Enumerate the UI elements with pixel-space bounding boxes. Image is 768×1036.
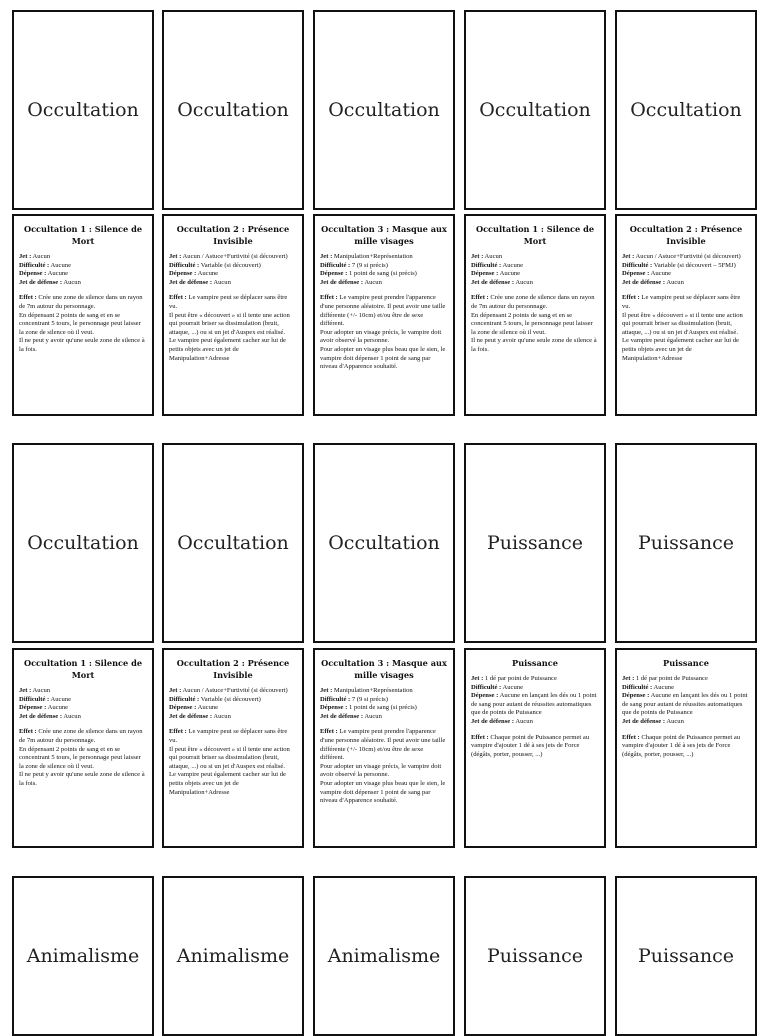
effect-label: Effet : <box>471 294 489 302</box>
stat-line <box>320 279 448 288</box>
stat-value: Aucun <box>363 712 382 720</box>
stat-label: Dépense : <box>320 704 348 712</box>
effect-paragraph <box>320 763 448 780</box>
card-back <box>615 648 757 848</box>
effect-text: Il peut être « découvert » si il tente une action qui pourrait briser sa dissimulation (bruit, attaque, ...) ou si un jet d'Auspex est réalisé. <box>622 311 743 336</box>
card-front <box>464 876 606 1036</box>
effect-label: Effet : <box>169 728 187 736</box>
stat-value: Aucun <box>665 717 684 725</box>
stat-line <box>320 270 448 279</box>
stat-value: Aucun <box>212 712 231 720</box>
stat-label: Difficulté : <box>169 695 200 703</box>
card-front <box>162 876 304 1036</box>
stat-label: Jet : <box>169 687 182 694</box>
stat-value: Aucune <box>46 270 69 278</box>
stat-line <box>169 262 297 271</box>
card-front <box>615 876 757 1036</box>
stat-label: Dépense : <box>622 270 650 278</box>
card-front-title: Puissance <box>637 532 735 554</box>
stat-label: Jet de défense : <box>471 278 515 286</box>
effect-text: Crée une zone de silence dans un rayon de 7m autour du personnage. <box>471 294 595 310</box>
stat-label: Jet : <box>622 675 635 682</box>
stat-line <box>19 696 147 705</box>
effect-text: Pour adopter un visage précis, le vampire doit avoir observé la personne. <box>320 328 442 345</box>
stat-value: 7 (9 si précis) <box>350 261 388 269</box>
effect-paragraph <box>471 337 599 354</box>
stat-line <box>622 718 750 727</box>
stat-label: Dépense : <box>169 270 197 278</box>
card-front <box>12 443 154 643</box>
card-front-title: Puissance <box>486 945 584 967</box>
stat-value: Aucune <box>49 695 72 703</box>
effect-paragraph <box>622 312 750 338</box>
card-front <box>313 876 455 1036</box>
stat-line <box>169 704 297 713</box>
stat-label: Jet de défense : <box>471 717 515 725</box>
stat-label: Jet de défense : <box>19 712 63 720</box>
spacer <box>169 287 297 294</box>
stat-line <box>169 713 297 722</box>
effect-paragraph <box>169 728 297 745</box>
stat-value: Aucune <box>501 683 524 691</box>
effect-label: Effet : <box>19 294 37 302</box>
stat-label: Dépense : <box>19 704 47 712</box>
stat-line <box>320 253 448 262</box>
stat-value: 1 point de sang (si précis) <box>347 270 417 278</box>
stat-line <box>622 684 750 693</box>
effect-text: Il ne peut y avoir qu'une seule zone de silence à la fois. <box>19 337 145 353</box>
stat-value: Aucun <box>514 278 533 286</box>
stat-value: Aucun <box>31 253 51 260</box>
card-front-title: Occultation <box>328 99 440 121</box>
card-front <box>313 10 455 210</box>
card-back-title: Puissance <box>663 658 709 668</box>
stat-label: Dépense : <box>19 270 47 278</box>
stat-line <box>622 270 750 279</box>
card-front <box>464 443 606 643</box>
stat-label: Jet : <box>19 687 32 694</box>
effect-text: En dépensant 2 points de sang et en se concentrant 5 tours, le personnage peut laisser la zone de silence où il veut. <box>19 745 141 770</box>
effect-paragraph <box>320 728 448 762</box>
stat-label: Difficulté : <box>19 695 50 703</box>
effect-text: En dépensant 2 points de sang et en se concentrant 5 tours, le personnage peut laisser la zone de silence où il veut. <box>19 311 141 336</box>
card-front-title: Occultation <box>177 532 289 554</box>
card-front-title: Occultation <box>479 99 591 121</box>
effect-paragraph <box>169 312 297 338</box>
stat-line <box>471 253 599 262</box>
stat-label: Difficulté : <box>622 261 653 269</box>
stat-line <box>320 687 448 696</box>
stat-label: Jet de défense : <box>622 717 666 725</box>
stat-line <box>622 675 750 684</box>
card-back <box>12 648 154 848</box>
spacer <box>169 721 297 728</box>
stat-line <box>169 687 297 696</box>
spacer <box>622 727 750 734</box>
stat-value: Aucun <box>514 717 533 725</box>
effect-text: Le vampire peut se déplacer sans être vu. <box>622 294 741 310</box>
card-front-title: Puissance <box>637 945 735 967</box>
card-front <box>615 10 757 210</box>
effect-text: Le vampire peut prendre l'apparence d'une personne aléatoire. Il peut avoir une taille différente (+/- 10cm) et/ou être de sexe différent. <box>320 294 446 328</box>
effect-paragraph <box>320 329 448 346</box>
stat-line <box>19 262 147 271</box>
card-front <box>162 10 304 210</box>
effect-text: Il peut être « découvert » si il tente une action qui pourrait briser sa dissimulation (bruit, attaque, ...) ou si un jet d'Auspex est réalisé. <box>169 745 290 770</box>
stat-label: Difficulté : <box>320 261 351 269</box>
stat-line <box>169 270 297 279</box>
stat-line <box>471 270 599 279</box>
stat-line <box>320 696 448 705</box>
effect-paragraph <box>320 346 448 372</box>
effect-paragraph <box>622 734 750 760</box>
effect-label: Effet : <box>169 294 187 302</box>
card-front <box>313 443 455 643</box>
stat-label: Difficulté : <box>622 683 653 691</box>
effect-label: Effet : <box>320 294 338 302</box>
effect-text: Le vampire peut également cacher sur lui de petits objets avec un jet de Manipulation+Adresse <box>622 337 739 362</box>
stat-line <box>622 692 750 718</box>
stat-line <box>19 687 147 696</box>
effect-label: Effet : <box>622 733 640 741</box>
stat-value: Aucun <box>483 253 503 260</box>
stat-line <box>320 262 448 271</box>
stat-label: Difficulté : <box>320 695 351 703</box>
stat-label: Dépense : <box>471 270 499 278</box>
stat-line <box>320 713 448 722</box>
stat-line <box>471 262 599 271</box>
stat-line <box>169 696 297 705</box>
effect-paragraph <box>320 294 448 328</box>
stat-label: Jet de défense : <box>19 278 63 286</box>
effect-paragraph <box>622 294 750 311</box>
stat-line <box>471 692 599 718</box>
stat-label: Difficulté : <box>471 683 502 691</box>
card-back <box>162 648 304 848</box>
spacer <box>19 287 147 294</box>
spacer <box>320 287 448 294</box>
stat-value: Aucune <box>49 261 72 269</box>
effect-label: Effet : <box>19 728 37 736</box>
stat-value: Aucun / Astuce+Furtivité (si découvert) <box>634 253 741 260</box>
card-front-title: Occultation <box>177 99 289 121</box>
effect-text: Il ne peut y avoir qu'une seule zone de silence à la fois. <box>471 337 597 353</box>
effect-paragraph <box>19 728 147 745</box>
stat-value: Aucune <box>196 704 219 712</box>
stat-value: 1 dé par point de Puissance <box>483 675 557 682</box>
stat-label: Jet : <box>471 253 484 260</box>
stat-label: Difficulté : <box>19 261 50 269</box>
stat-line <box>471 675 599 684</box>
card-front <box>615 443 757 643</box>
stat-value: 7 (9 si précis) <box>350 695 388 703</box>
card-back-title: Occultation 2 : Présence Invisible <box>629 224 743 246</box>
spacer <box>320 721 448 728</box>
card-back <box>464 214 606 416</box>
card-front-title: Occultation <box>328 532 440 554</box>
effect-text: Crée une zone de silence dans un rayon de 7m autour du personnage. <box>19 294 143 310</box>
stat-label: Jet de défense : <box>169 712 213 720</box>
stat-line <box>471 279 599 288</box>
stat-value: Manipulation+Représentation <box>332 687 413 694</box>
card-back-title: Occultation 3 : Masque aux mille visages <box>321 658 447 680</box>
stat-line <box>169 279 297 288</box>
card-front-title: Occultation <box>27 99 139 121</box>
card-back <box>12 214 154 416</box>
stat-value: Aucune <box>196 270 219 278</box>
effect-paragraph <box>19 294 147 311</box>
stat-label: Dépense : <box>320 270 348 278</box>
card-back <box>162 214 304 416</box>
stat-label: Jet : <box>169 253 182 260</box>
stat-value: Aucun <box>363 278 382 286</box>
stat-label: Jet : <box>622 253 635 260</box>
stat-value: Aucune en lançant les dés ou 1 point de sang pour autant de réussites automatiques que de points de Puissance <box>622 692 748 717</box>
stat-value: Aucun <box>62 712 81 720</box>
stat-label: Jet de défense : <box>320 712 364 720</box>
card-back <box>313 648 455 848</box>
card-front <box>12 876 154 1036</box>
spacer <box>471 287 599 294</box>
effect-paragraph <box>169 337 297 363</box>
card-front-title: Puissance <box>486 532 584 554</box>
card-back-title: Occultation 3 : Masque aux mille visages <box>321 224 447 246</box>
effect-text: Crée une zone de silence dans un rayon de 7m autour du personnage. <box>19 728 143 744</box>
effect-text: Il ne peut y avoir qu'une seule zone de silence à la fois. <box>19 771 145 787</box>
effect-text: Pour adopter un visage précis, le vampire doit avoir observé la personne. <box>320 762 442 779</box>
effect-paragraph <box>19 312 147 338</box>
effect-paragraph <box>19 771 147 788</box>
stat-value: Variable (si découvert) <box>199 695 261 703</box>
card-front-title: Occultation <box>630 99 742 121</box>
spacer <box>471 727 599 734</box>
effect-text: Pour adopter un visage plus beau que le sien, le vampire doit dépenser 1 point de sang par niveau d'Apparence souhaité. <box>320 345 446 371</box>
stat-label: Jet : <box>471 675 484 682</box>
effect-text: En dépensant 2 points de sang et en se concentrant 5 tours, le personnage peut laisser la zone de silence où il veut. <box>471 311 593 336</box>
effect-label: Effet : <box>471 733 489 741</box>
stat-line <box>622 253 750 262</box>
effect-paragraph <box>320 780 448 806</box>
stat-value: 1 point de sang (si précis) <box>347 704 417 712</box>
effect-paragraph <box>169 746 297 772</box>
stat-label: Jet : <box>320 687 333 694</box>
effect-text: Chaque point de Puissance permet au vampire d'ajouter 1 dé à ses jets de Force (dégâts, porter, pousser, ...) <box>471 733 590 758</box>
stat-line <box>471 718 599 727</box>
stat-value: Aucun / Astuce+Furtivité (si découvert) <box>181 253 288 260</box>
card-front-title: Animalisme <box>327 945 441 967</box>
effect-text: Le vampire peut prendre l'apparence d'une personne aléatoire. Il peut avoir une taille différente (+/- 10cm) et/ou être de sexe différent. <box>320 728 446 762</box>
stat-value: Variable (si découvert – 5FMJ) <box>652 261 736 269</box>
effect-label: Effet : <box>622 294 640 302</box>
effect-text: Le vampire peut se déplacer sans être vu. <box>169 728 288 744</box>
stat-value: Aucun <box>31 687 51 694</box>
effect-paragraph <box>471 734 599 760</box>
stat-line <box>19 253 147 262</box>
effect-paragraph <box>169 294 297 311</box>
card-back-title: Occultation 2 : Présence Invisible <box>176 658 290 680</box>
card-back-title: Occultation 1 : Silence de Mort <box>23 224 143 246</box>
stat-value: 1 dé par point de Puissance <box>634 675 708 682</box>
stat-value: Aucun / Astuce+Furtivité (si découvert) <box>181 687 288 694</box>
stat-label: Jet de défense : <box>320 278 364 286</box>
effect-text: Pour adopter un visage plus beau que le sien, le vampire doit dépenser 1 point de sang par niveau d'Apparence souhaité. <box>320 779 446 805</box>
stat-label: Jet : <box>320 253 333 260</box>
effect-text: Le vampire peut se déplacer sans être vu. <box>169 294 288 310</box>
stat-label: Jet : <box>19 253 32 260</box>
effect-text: Chaque point de Puissance permet au vampire d'ajouter 1 dé à ses jets de Force (dégâts, porter, pousser, ...) <box>622 733 741 758</box>
stat-label: Dépense : <box>169 704 197 712</box>
stat-line <box>169 253 297 262</box>
card-back <box>615 214 757 416</box>
card-back-title: Occultation 1 : Silence de Mort <box>475 224 595 246</box>
card-front <box>162 443 304 643</box>
effect-paragraph <box>471 312 599 338</box>
stat-value: Aucune <box>46 704 69 712</box>
stat-line <box>622 262 750 271</box>
effect-paragraph <box>19 746 147 772</box>
card-back-title: Puissance <box>512 658 558 668</box>
effect-label: Effet : <box>320 728 338 736</box>
stat-value: Variable (si découvert) <box>199 261 261 269</box>
stat-line <box>471 684 599 693</box>
stat-value: Aucun <box>212 278 231 286</box>
effect-paragraph <box>19 337 147 354</box>
effect-paragraph <box>471 294 599 311</box>
stat-label: Dépense : <box>622 692 650 700</box>
effect-text: Le vampire peut également cacher sur lui de petits objets avec un jet de Manipulation+Adresse <box>169 337 286 362</box>
stat-line <box>622 279 750 288</box>
stat-line <box>19 270 147 279</box>
spacer <box>19 721 147 728</box>
card-back-title: Occultation 2 : Présence Invisible <box>176 224 290 246</box>
card-front-title: Animalisme <box>26 945 140 967</box>
card-front <box>12 10 154 210</box>
stat-value: Aucune <box>498 270 521 278</box>
stat-value: Aucun <box>665 278 684 286</box>
stat-value: Aucune en lançant les dés ou 1 point de sang pour autant de réussites automatiques que de points de Puissance <box>471 692 597 717</box>
stat-label: Jet de défense : <box>622 278 666 286</box>
stat-value: Manipulation+Représentation <box>332 253 413 260</box>
stat-line <box>19 279 147 288</box>
card-front <box>464 10 606 210</box>
card-back-title: Occultation 1 : Silence de Mort <box>23 658 143 680</box>
effect-text: Il peut être « découvert » si il tente une action qui pourrait briser sa dissimulation (bruit, attaque, ...) ou si un jet d'Auspex est réalisé. <box>169 311 290 336</box>
effect-paragraph <box>622 337 750 363</box>
spacer <box>622 287 750 294</box>
stat-label: Difficulté : <box>169 261 200 269</box>
stat-label: Jet de défense : <box>169 278 213 286</box>
stat-value: Aucune <box>652 683 675 691</box>
card-front-title: Animalisme <box>176 945 290 967</box>
stat-line <box>320 704 448 713</box>
effect-text: Le vampire peut également cacher sur lui de petits objets avec un jet de Manipulation+Adresse <box>169 771 286 796</box>
effect-paragraph <box>169 771 297 797</box>
stat-value: Aucune <box>501 261 524 269</box>
stat-label: Dépense : <box>471 692 499 700</box>
stat-value: Aucun <box>62 278 81 286</box>
stat-line <box>19 704 147 713</box>
stat-line <box>19 713 147 722</box>
card-front-title: Occultation <box>27 532 139 554</box>
stat-value: Aucune <box>649 270 672 278</box>
card-back <box>464 648 606 848</box>
card-back <box>313 214 455 416</box>
stat-label: Difficulté : <box>471 261 502 269</box>
